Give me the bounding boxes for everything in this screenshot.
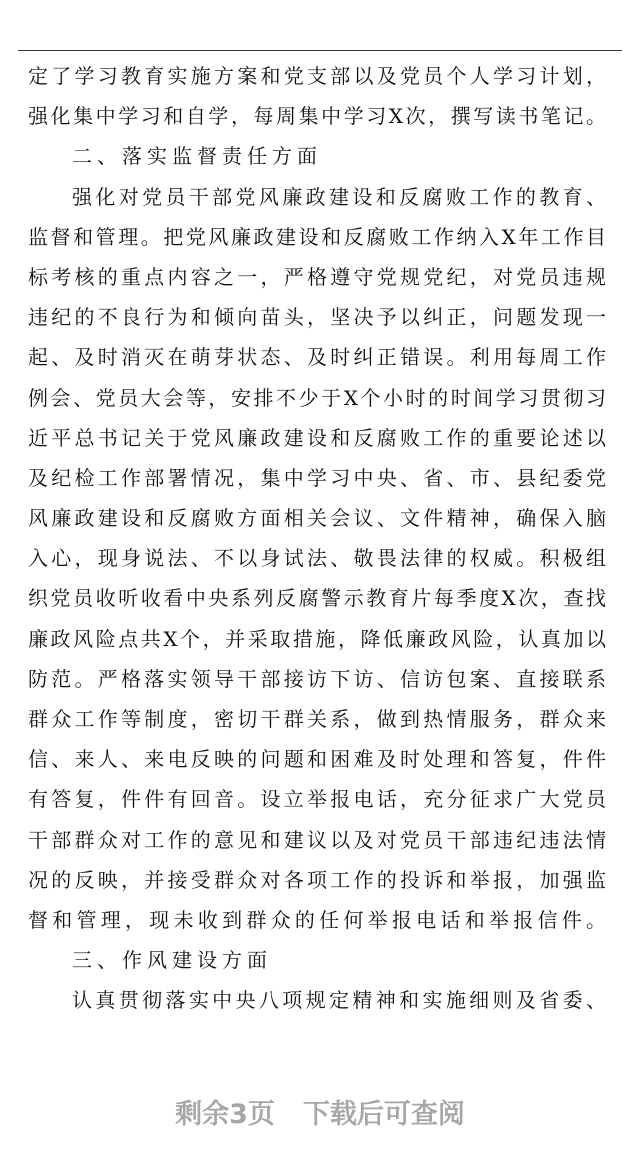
- download-prompt[interactable]: [0, 1092, 640, 1131]
- text-line: 违纪的不良行为和倾向苗头，坚决予以纠正，问题发现一: [28, 305, 606, 330]
- text-line: 有答复，件件有回音。设立举报电话，充分征求广大党员: [28, 787, 606, 812]
- remaining-pages-label: 剩余3页: [175, 1099, 275, 1130]
- text-line: 及纪检工作部署情况，集中学习中央、省、市、县纪委党: [28, 465, 606, 490]
- section-heading: 三、作风建设方面: [72, 948, 272, 973]
- text-line: 标考核的重点内容之一，严格遵守党规党纪，对党员违规: [28, 264, 606, 289]
- text-line: 防范。严格落实领导干部接访下访、信访包案、直接联系: [28, 666, 606, 691]
- text-line: 况的反映，并接受群众对各项工作的投诉和举报，加强监: [28, 867, 606, 892]
- text-line: 强化集中学习和自学，每周集中学习X次，撰写读书笔记。: [28, 104, 606, 129]
- text-line: 风廉政建设和反腐败方面相关会议、文件精神，确保入脑: [28, 506, 606, 531]
- header-divider: [18, 50, 622, 51]
- text-line: 织党员收听收看中央系列反腐警示教育片每季度X次，查找: [28, 586, 606, 611]
- text-line: 入心，现身说法、不以身试法、敬畏法律的权威。积极组: [28, 546, 606, 571]
- text-line: 信、来人、来电反映的问题和困难及时处理和答复，件件: [28, 747, 606, 772]
- text-line: 群众工作等制度，密切干群关系，做到热情服务，群众来: [28, 707, 606, 731]
- text-line: 例会、党员大会等，安排不少于X个小时的时间学习贯彻习: [28, 385, 606, 410]
- download-to-view-label: 下载后可查阅: [302, 1099, 465, 1130]
- text-line: 强化对党员干部党风廉政建设和反腐败工作的教育、: [72, 184, 606, 209]
- text-line: 定了学习教育实施方案和党支部以及党员个人学习计划，: [28, 64, 606, 88]
- text-line: 督和管理，现未收到群众的任何举报电话和举报信件。: [28, 907, 606, 932]
- text-line: 起、及时消灭在萌芽状态、及时纠正错误。利用每周工作: [28, 345, 606, 370]
- section-heading: 二、落实监督责任方面: [72, 144, 322, 169]
- text-line: 监督和管理。把党风廉政建设和反腐败工作纳入X年工作目: [28, 224, 606, 249]
- text-line: 干部群众对工作的意见和建议以及对党员干部违纪违法情: [28, 827, 606, 852]
- document-body: [28, 56, 606, 1021]
- text-line: 认真贯彻落实中央八项规定精神和实施细则及省委、: [72, 988, 606, 1013]
- text-line: 近平总书记关于党风廉政建设和反腐败工作的重要论述以: [28, 425, 606, 450]
- text-line: 廉政风险点共X个，并采取措施，降低廉政风险，认真加以: [28, 626, 606, 651]
